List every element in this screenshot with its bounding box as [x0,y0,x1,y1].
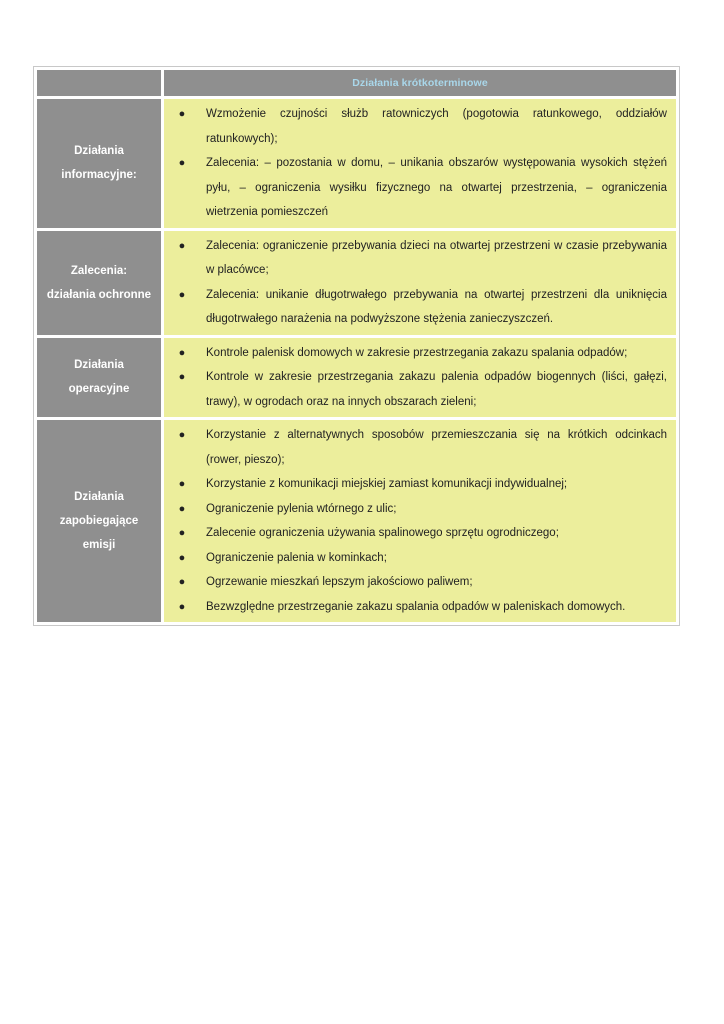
category-cell [37,99,161,228]
bullet-icon: ● [178,600,186,613]
list-item-text: Bezwzględne przestrzeganie zakazu spalania odpadów w paleniskach domowych. [206,600,626,613]
bullet-list [172,102,667,225]
category-label: Działania [74,145,124,158]
list-item-text: Kontrole w zakresie przestrzegania zakazu palenia odpadów biogennych (liści, gałęzi, trawy), w ogrodach oraz na innych obszarach zieleni; [206,371,667,408]
list-item-text: Zalecenie ograniczenia używania spalinowego sprzętu ogrodniczego; [206,527,559,539]
list-item-text: Ograniczenie pylenia wtórnego z ulic; [206,502,397,515]
list-item [172,497,667,522]
list-item [172,283,667,332]
bullet-icon: ● [178,502,186,515]
list-item [172,546,667,571]
category-label: operacyjne [68,383,130,396]
bullet-icon: ● [178,346,186,359]
list-item [172,234,667,283]
category-cell [37,231,161,335]
content-cell [164,420,676,622]
list-item-text: Kontrole palenisk domowych w zakresie przestrzegania zakazu spalania odpadów; [206,346,628,359]
category-label: zapobiegające [59,515,139,527]
bullet-icon: ● [178,551,186,564]
list-item-text: Zalecenia: unikanie długotrwałego przebywania na otwartej przestrzeni dla uniknięcia długotrwałego narażenia na podwyższone stężenia zanieczyszczeń. [206,288,667,325]
list-item [172,472,667,497]
category-cell [37,420,161,622]
list-item-text: Wzmożenie czujności służb ratowniczych (pogotowia ratunkowego, oddziałów ratunkowych); [206,108,667,145]
list-item-text: Zalecenia: ograniczenie przebywania dzieci na otwartej przestrzeni w czasie przebywania w placówce; [206,239,667,276]
list-item-text: Ograniczenie palenia w kominkach; [206,551,387,564]
content-cell [164,231,676,335]
list-item [172,365,667,414]
bullet-icon: ● [178,371,186,383]
category-cell [37,338,161,418]
bullet-list [172,423,667,619]
bullet-icon: ● [178,239,186,252]
list-item [172,521,667,546]
table-header-row [37,70,676,96]
content-cell [164,99,676,228]
list-item-text: Zalecenia: – pozostania w domu, – unikania obszarów występowania wysokich stężeń pyłu, – ograniczenia wysiłku fizycznego na otwartej przestrzenia, – ograniczenia wietrzenia pomieszczeń [206,157,667,218]
bullet-icon: ● [178,157,186,169]
bullet-icon: ● [178,429,186,441]
table-row [37,338,676,418]
list-item [172,595,667,620]
header-corner-cell [37,70,161,96]
list-item [172,151,667,225]
bullet-icon: ● [178,478,186,490]
bullet-icon: ● [178,527,186,539]
table-row [37,420,676,622]
bullet-icon: ● [178,576,186,588]
category-label: emisji [82,539,116,551]
table-header-title: Działania krótkoterminowe [164,70,676,96]
category-label: informacyjne: [61,169,137,182]
category-label: działania ochronne [46,288,152,301]
bullet-icon: ● [178,108,186,120]
bullet-list [172,234,667,332]
bullet-list [172,341,667,415]
list-item [172,570,667,595]
table-row [37,99,676,228]
list-item [172,341,667,366]
content-cell [164,338,676,418]
bullet-icon: ● [178,288,186,301]
category-label: Działania [74,491,124,503]
list-item-text: Ogrzewanie mieszkań lepszym jakościowo paliwem; [206,576,473,588]
table-row [37,231,676,335]
list-item [172,423,667,472]
list-item-text: Korzystanie z alternatywnych sposobów przemieszczania się na krótkich odcinkach (rower, pieszo); [206,429,667,466]
category-label: Zalecenia: [70,264,128,277]
short-term-actions-table [33,66,680,626]
list-item-text: Korzystanie z komunikacji miejskiej zamiast komunikacji indywidualnej; [206,478,568,490]
category-label: Działania [74,359,124,372]
list-item [172,102,667,151]
